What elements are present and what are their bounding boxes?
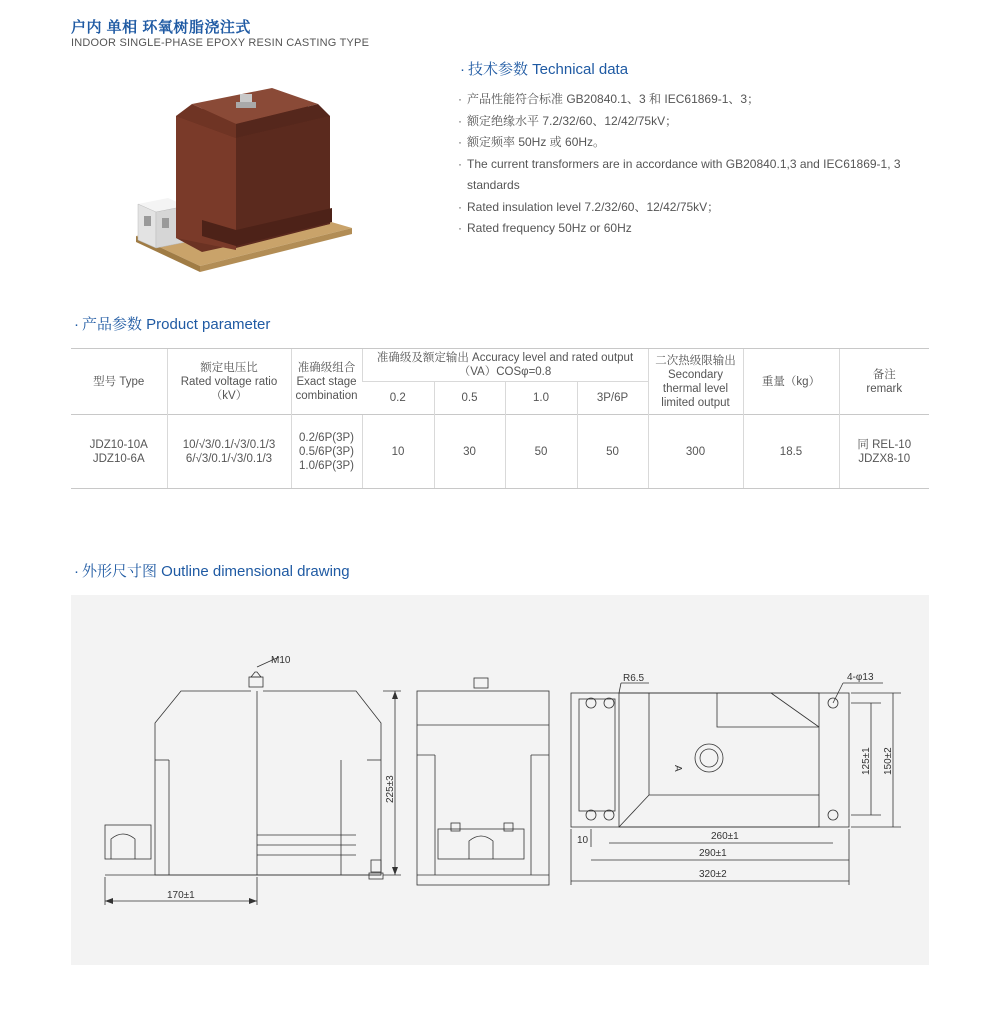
col-accuracy-group: 准确级及额定输出 Accuracy level and rated output （VA）COSφ=0.8 (362, 349, 648, 382)
cell-weight: 18.5 (743, 415, 839, 489)
list-item: · 额定频率 50Hz 或 60Hz。 (458, 132, 928, 154)
front-view (105, 655, 401, 905)
cell-acc-0-2: 10 (362, 415, 434, 489)
technical-data-heading: · 技术参数 Technical data (460, 61, 629, 78)
label-320: 320±2 (699, 869, 727, 880)
label-225: 225±3 (385, 775, 396, 803)
col-acc-0-5: 0.5 (434, 382, 505, 415)
label-150: 150±2 (883, 747, 894, 775)
bullet-dot-icon: · (74, 316, 79, 333)
outline-drawing-heading: · 外形尺寸图 Outline dimensional drawing (74, 563, 350, 580)
page-subtitle: INDOOR SINGLE-PHASE EPOXY RESIN CASTING TYPE (71, 37, 370, 49)
cell-voltage-ratio: 10/√3/0.1/√3/0.1/3 6/√3/0.1/√3/0.1/3 (167, 415, 291, 489)
label-290: 290±1 (699, 848, 727, 859)
product-parameter-table (71, 348, 929, 489)
product-image (132, 88, 364, 276)
col-weight: 重量（kg） (743, 349, 839, 415)
label-a: A (672, 765, 683, 772)
col-acc-3p-6p: 3P/6P (577, 382, 648, 415)
col-acc-0-2: 0.2 (362, 382, 434, 415)
label-170: 170±1 (167, 890, 195, 901)
col-exact-stage: 准确级组合 Exact stage combination (291, 349, 362, 415)
label-125: 125±1 (861, 747, 872, 775)
label-holes: 4-φ13 (847, 672, 874, 683)
cell-type: JDZ10-10A JDZ10-6A (71, 415, 167, 489)
col-type: 型号 Type (71, 349, 167, 415)
list-item: · Rated frequency 50Hz or 60Hz (458, 218, 928, 240)
label-r65: R6.5 (623, 673, 645, 684)
cell-exact-stage: 0.2/6P(3P) 0.5/6P(3P) 1.0/6P(3P) (291, 415, 362, 489)
page-title: 户内 单相 环氧树脂浇注式 (71, 19, 251, 36)
cell-acc-0-5: 30 (434, 415, 505, 489)
col-voltage-ratio: 额定电压比 Rated voltage ratio （kV） (167, 349, 291, 415)
label-m10: M10 (271, 655, 291, 666)
top-view (571, 672, 901, 885)
table-row (71, 415, 929, 489)
list-item: · The current transformers are in accordance with GB20840.1,3 and IEC61869-1, 3 standards (458, 154, 928, 197)
label-260: 260±1 (711, 831, 739, 842)
cell-acc-1-0: 50 (505, 415, 577, 489)
outline-drawing (71, 595, 929, 965)
product-parameter-heading: · 产品参数 Product parameter (74, 316, 271, 333)
list-item: · 产品性能符合标准 GB20840.1、3 和 IEC61869-1、3； (458, 89, 928, 111)
list-item: · Rated insulation level 7.2/32/60、12/42/75kV； (458, 197, 928, 219)
cell-acc-3p-6p: 50 (577, 415, 648, 489)
label-10: 10 (577, 835, 589, 846)
side-view (417, 678, 549, 885)
list-item: · 额定绝缘水平 7.2/32/60、12/42/75kV； (458, 111, 928, 133)
cell-secondary-output: 300 (648, 415, 743, 489)
bullet-dot-icon: · (74, 563, 79, 580)
cell-remark: 同 REL-10 JDZX8-10 (839, 415, 929, 489)
technical-data-list (458, 89, 928, 240)
bullet-dot-icon: · (460, 61, 465, 78)
col-remark: 备注 remark (839, 349, 929, 415)
col-acc-1-0: 1.0 (505, 382, 577, 415)
col-secondary-output: 二次热级限输出 Secondary thermal level limited output (648, 349, 743, 415)
